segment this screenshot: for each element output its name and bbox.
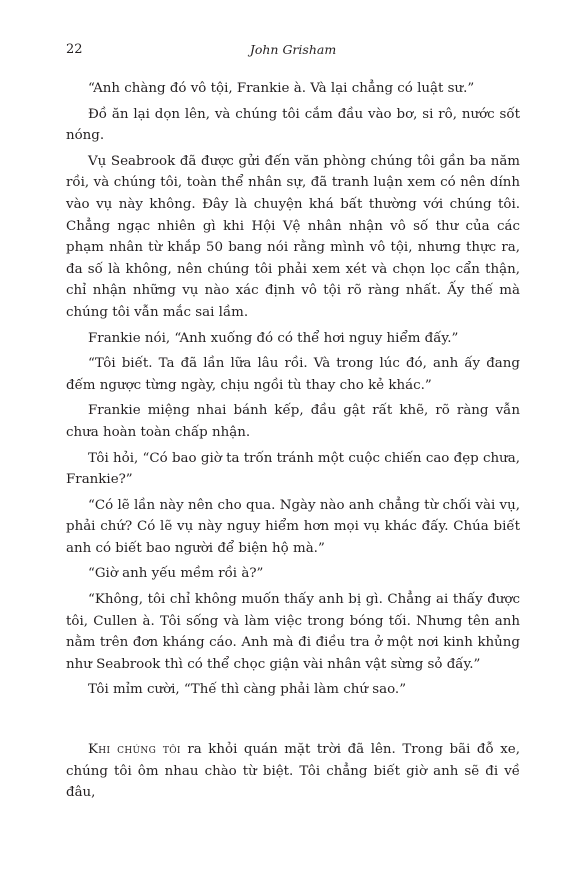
section-text: ra khỏi quán mặt trời đã lên. Trong bãi đỗ xe, chúng tôi ôm nhau chào từ biệt. Tôi chẳng biết giờ anh sẽ đi về đâu, xyxy=(66,742,520,801)
paragraph: Frankie miệng nhai bánh kếp, đầu gật rất khẽ, rõ ràng vẫn chưa hoàn toàn chấp nhận. xyxy=(66,403,520,440)
page-number: 22 xyxy=(66,42,83,57)
paragraph: Frankie nói, “Anh xuống đó có thể hơi nguy hiểm đấy.” xyxy=(88,330,459,346)
paragraph: “Có lẽ lần này nên cho qua. Ngày nào anh chẳng từ chối vài vụ, phải chứ? Có lẽ vụ này nguy hiểm hơn mọi vụ khác đấy. Chúa biết anh có biết bao người để biện hộ mà.” xyxy=(66,497,520,556)
paragraph: Tôi hỏi, “Có bao giờ ta trốn tránh một cuộc chiến cao đẹp chưa, Frankie?” xyxy=(66,450,520,488)
body-text xyxy=(66,78,520,808)
paragraph: Vụ Seabrook đã được gửi đến văn phòng chúng tôi gần ba năm rồi, và chúng tôi, toàn thể nhân sự, đã tranh luận xem có nên dính vào vụ này không. Đây là chuyện khá bất thường với chúng tôi. Chẳng ngạc nhiên gì khi Hội Vệ nhân nhận vô số thư của các phạm nhân từ khắp 50 bang nói rằng mình vô tội, nhưng thực ra, đa số là không, nên chúng tôi phải xem xét và chọn lọc cẩn thận, chỉ nhận những vụ nào xác định vô tội rõ ràng nhất. Ấy thế mà chúng tôi vẫn mắc sai lầm. xyxy=(66,153,520,320)
paragraph: Đồ ăn lại dọn lên, và chúng tôi cắm đầu vào bơ, si rô, nước sốt nóng. xyxy=(66,106,520,144)
paragraph: Tôi mỉm cười, “Thế thì càng phải làm chứ sao.” xyxy=(88,682,407,698)
section-lead-in: Khi chúng tôi xyxy=(88,742,181,758)
paragraph: “Giờ anh yếu mềm rồi à?” xyxy=(88,566,264,582)
paragraph: “Anh chàng đó vô tội, Frankie à. Và lại chẳng có luật sư.” xyxy=(88,81,475,96)
paragraph: “Không, tôi chỉ không muốn thấy anh bị gì. Chẳng ai thấy được tôi, Cullen à. Tôi sống và làm việc trong bóng tối. Nhưng tên anh nằm trên đơn kháng cáo. Anh mà đi điều tra ở một nơi kinh khủng như Seabrook thì có thể chọc giận vài nhân vật sừng sỏ đấy.” xyxy=(66,592,520,672)
section-start-paragraph xyxy=(66,739,520,804)
paragraph: “Tôi biết. Ta đã lần lữa lâu rồi. Và trong lúc đó, anh ấy đang đếm ngược từng ngày, chịu ngồi tù thay cho kẻ khác.” xyxy=(66,356,520,393)
running-head: John Grisham xyxy=(249,42,337,57)
page-header xyxy=(66,42,520,62)
